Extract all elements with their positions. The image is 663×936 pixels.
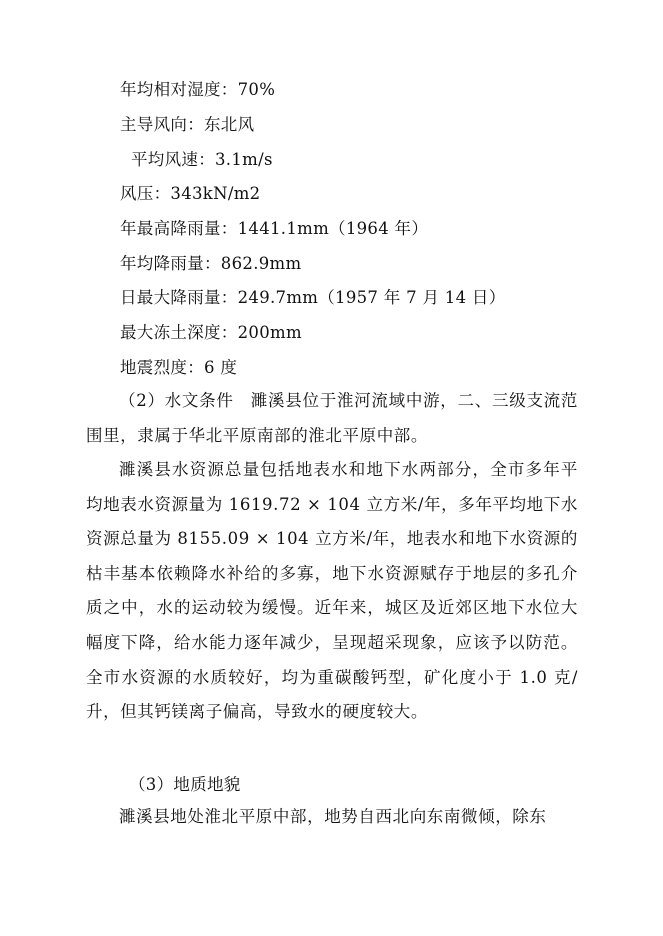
- avg-annual-rainfall-line: 年均降雨量：862.9mm: [120, 254, 302, 273]
- wind-pressure-line: 风压：343kN/m2: [120, 184, 261, 203]
- geology-body-paragraph: 濉溪县地处淮北平原中部，地势自西北向东南微倾，除东: [119, 807, 547, 826]
- max-daily-rainfall-line: 日最大降雨量：249.7mm（1957 年 7 月 14 日）: [120, 288, 506, 307]
- frost-depth-line: 最大冻土深度：200mm: [120, 323, 302, 342]
- hydrology-body-paragraph: 濉溪县水资源总量包括地表水和地下水两部分，全市多年平均地表水资源量为 1619.72 × 104 立方米/年，多年平均地下水资源总量为 8155.09 × 104 立方米/年，地表水和地下水资源的枯丰基本依赖降水补给的多寡，地下水资源赋存于地层的多孔介质之中，水的运动较为缓慢。近年来，城区及近郊区地下水位大幅度下降，给水能力逐年减少，呈现超采现象，应该予以防范。全市水资源的水质较好，均为重碳酸钙型，矿化度小于 1.0 克/升，但其钙镁离子偏高，导致水的硬度较大。: [86, 460, 578, 722]
- seismic-intensity-line: 地震烈度：6 度: [120, 358, 238, 377]
- humidity-line: 年均相对湿度：70%: [120, 80, 276, 99]
- wind-direction-line: 主导风向：东北风: [120, 115, 255, 134]
- max-annual-rainfall-line: 年最高降雨量：1441.1mm（1964 年）: [120, 219, 429, 238]
- geology-heading: （3）地质地貌: [129, 775, 241, 794]
- wind-speed-line: 平均风速：3.1m/s: [131, 150, 273, 169]
- hydrology-intro-paragraph: （2）水文条件 濉溪县位于淮河流域中游，二、三级支流范围里，隶属于华北平原南部的淮北平原中部。: [86, 391, 578, 445]
